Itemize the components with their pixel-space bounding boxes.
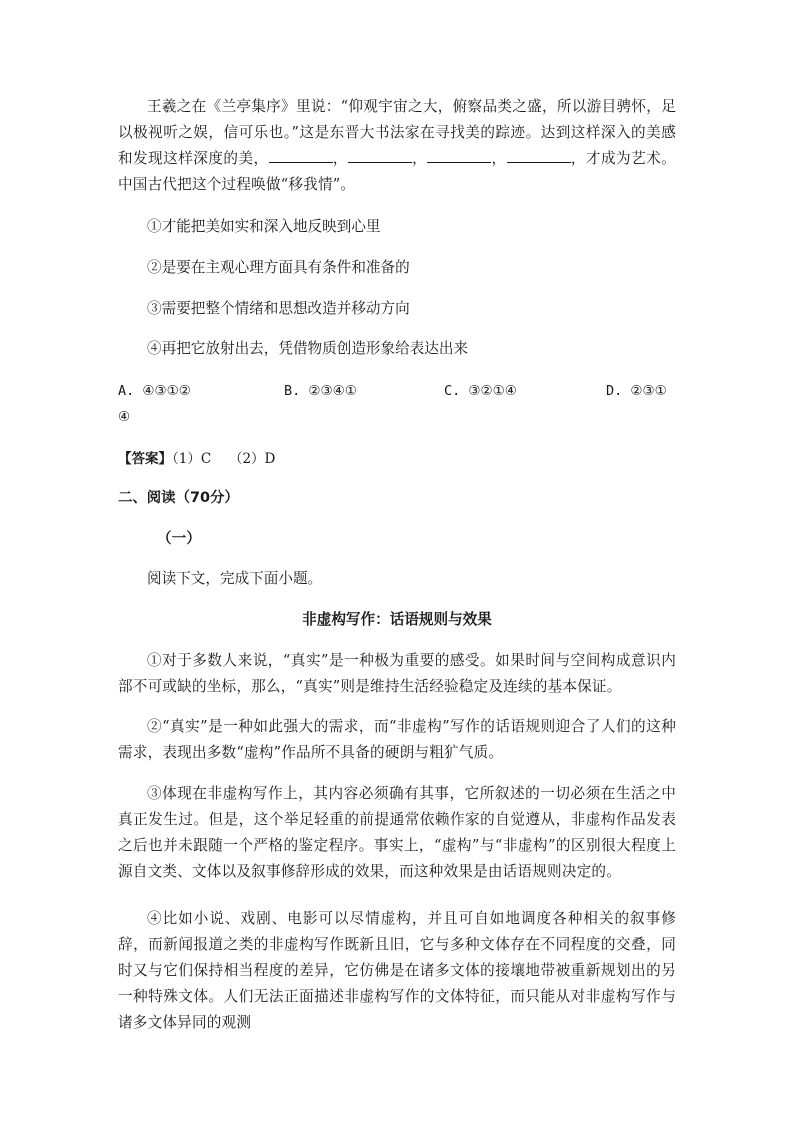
option-d-wrap: ④ (118, 409, 131, 425)
answer-text: （1）C （2）D (172, 451, 276, 467)
instruction-text: 阅读下文，完成下面小题。 (147, 570, 323, 587)
list-item: ②是要在主观心理方面具有条件和准备的 (147, 259, 410, 276)
section-heading: 二、阅读（70分） (118, 490, 239, 506)
option-c: C. ③②①④ (444, 383, 517, 399)
subsection-heading: （一） (157, 530, 201, 547)
blank-4 (507, 148, 571, 163)
blank-3 (427, 148, 491, 163)
answer-line (118, 446, 275, 472)
article-title: 非虚构写作：话语规则与效果 (302, 611, 492, 628)
list-item: ④再把它放射出去，凭借物质创造形象给表达出来 (147, 340, 469, 357)
answer-label: 【答案】 (118, 451, 172, 467)
list-item: ③需要把整个情绪和思想改造并移动方向 (147, 300, 410, 317)
article-paragraph-1: ①对于多数人来说，“真实”是一种极为重要的感受。如果时间与空间构成意识内部不可或缺的坐标，那么，“真实”则是维持生活经验稳定及连续的基本保证。 (118, 652, 676, 695)
article-paragraph-4: ④比如小说、戏剧、电影可以尽情虚构，并且可自如地调度各种相关的叙事修辞，而新闻报道之类的非虚构写作既新且旧，它与多种文体存在不同程度的交叠，同时又与它们保持相当程度的差异，它仿佛是在诸多文体的接壤地带被重新规划出的另一种特殊文体。人们无法正面描述非虚构写作的文体特征，而只能从对非虚构写作与诸多文体异同的观测 (118, 910, 676, 1031)
article-paragraph-2: ②“真实”是一种如此强大的需求，而“非虚构”写作的话语规则迎合了人们的这种需求，表现出多数“虚构”作品所不具备的硬朗与粗犷气质。 (118, 718, 676, 761)
list-item: ①才能把美如实和深入地反映到心里 (147, 218, 381, 235)
blank-separator: ， (491, 150, 507, 167)
blank-separator: ， (332, 150, 348, 167)
blank-2 (348, 148, 412, 163)
intro-text-part2: ，才成为艺术。中国古代把这个过程唤做“移我情”。 (118, 150, 676, 193)
option-a: A. ④③①② (118, 383, 191, 399)
blank-separator: ， (411, 150, 428, 167)
intro-text-part1: 王羲之在《兰亭集序》里说：“仰观宇宙之大，俯察品类之盛，所以游目骋怀，足以极视听之娱，信可乐也。”这是东晋大书法家在寻找美的踪迹。达到这样深入的美感和发现这样深度的美， (118, 98, 676, 167)
intro-paragraph (118, 94, 676, 198)
answer-options (118, 378, 678, 404)
option-d: D. ②③① (606, 383, 667, 399)
article-paragraph-3: ③体现在非虚构写作上，其内容必须确有其事，它所叙述的一切必须在生活之中真正发生过。但是，这个举足轻重的前提通常依赖作家的自觉遵从，非虚构作品发表之后也并未跟随一个严格的鉴定程序。事实上，“虚构”与“非虚构”的区别很大程度上源自文类、文体以及叙事修辞形成的效果，而这种效果是由话语规则决定的。 (118, 785, 676, 880)
option-b: B. ②③④① (284, 383, 357, 399)
blank-1 (269, 148, 333, 163)
